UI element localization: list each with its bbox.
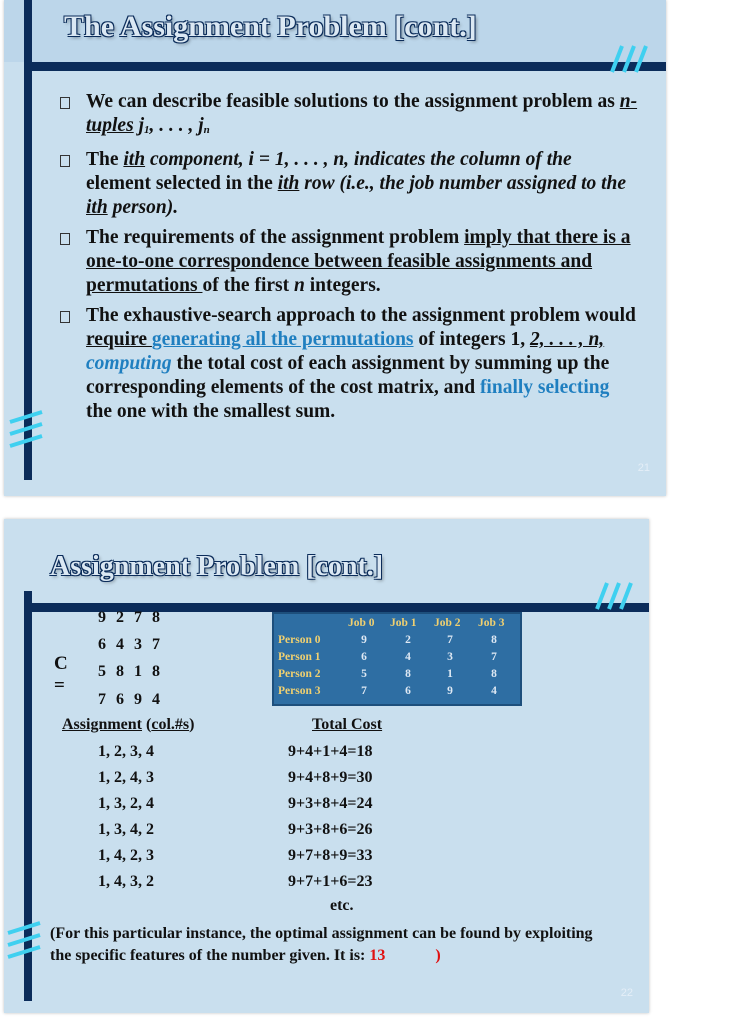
slash-marks-icon: [604, 44, 654, 74]
text: the one with the smallest sum.: [86, 401, 336, 422]
slide-21: [4, 0, 666, 496]
stripe-marks-icon: [8, 408, 44, 458]
assignment-row: 1, 3, 4, 2: [98, 821, 154, 838]
slide-22: [4, 519, 649, 1013]
assignment-row: 1, 2, 3, 4: [98, 743, 154, 760]
assignment-row: 1, 2, 4, 3: [98, 769, 154, 786]
page-number: 21: [637, 462, 650, 474]
slash-marks-icon: [589, 581, 639, 611]
text: , . . . , j: [149, 115, 204, 136]
text: n-tuples: [86, 91, 638, 136]
table-header: Job 0: [348, 617, 375, 629]
table-row-label: Person 3: [278, 685, 321, 697]
cost-row: 9+3+8+4=24: [288, 795, 373, 812]
text: n: [293, 275, 305, 296]
text: (: [142, 716, 152, 733]
cost-row: 9+4+8+9=30: [288, 769, 373, 786]
total-cost-header: Total Cost: [312, 716, 383, 733]
table-cell: 6: [405, 685, 411, 697]
answer-value: 13: [369, 947, 386, 964]
link-text[interactable]: generating all the permutations: [151, 329, 414, 350]
table-cell: 7: [361, 685, 367, 697]
text: of the first: [202, 275, 294, 296]
table-cell: 8: [491, 668, 497, 680]
text: We can describe feasible solutions to the assignment problem as: [86, 91, 620, 112]
table-cell: 4: [405, 651, 411, 663]
assignment-row: 1, 4, 2, 3: [98, 847, 154, 864]
text: col.#s: [151, 716, 190, 733]
square-bullet-icon: [60, 97, 70, 109]
text: The exhaustive-search approach to the assignment problem would: [86, 305, 636, 326]
table-cell: 7: [447, 634, 453, 646]
table-cell: 9: [361, 634, 367, 646]
text: person).: [107, 197, 179, 218]
cost-row: 9+3+8+6=26: [288, 821, 373, 838]
text: ): [189, 716, 195, 733]
text: ith: [277, 173, 300, 194]
cost-row: 9+7+1+6=23: [288, 873, 373, 890]
table-row-label: Person 0: [278, 634, 321, 646]
text: 2, . . . , n,: [529, 329, 605, 350]
matrix-row: 5 8 1 8: [98, 663, 160, 680]
table-header: Job 1: [390, 617, 417, 629]
text: component, i = 1, . . . , n, indicates the column of the: [145, 149, 572, 170]
slide-title: Assignment Problem [cont.]: [50, 551, 384, 582]
text: n: [203, 124, 210, 136]
square-bullet-icon: [60, 311, 70, 323]
text: The: [86, 149, 124, 170]
square-bullet-icon: [60, 155, 70, 167]
text: ith: [86, 197, 108, 218]
stripe-marks-icon: [6, 919, 42, 969]
bullet-list: [60, 90, 640, 430]
etc-text: etc.: [330, 897, 354, 914]
bullet-item: [60, 304, 640, 424]
text: element selected in the: [86, 173, 278, 194]
slide-title: The Assignment Problem [cont.]: [64, 10, 477, 43]
bullet-item: [60, 90, 640, 142]
text: Assignment: [62, 716, 143, 733]
table-cell: 2: [405, 634, 411, 646]
square-bullet-icon: [60, 233, 70, 245]
matrix-row: 6 4 3 7: [98, 636, 160, 653]
text: The requirements of the assignment problem: [86, 227, 465, 248]
cost-row: 9+7+8+9=33: [288, 847, 373, 864]
cost-row: 9+4+1+4=18: [288, 743, 373, 760]
text: require: [86, 329, 152, 350]
bullet-item: [60, 226, 640, 298]
matrix-label: C =: [54, 653, 68, 696]
table-cell: 8: [405, 668, 411, 680]
table-header: Job 3: [478, 617, 505, 629]
horizontal-accent-bar: [24, 62, 666, 71]
cost-table: [272, 612, 522, 706]
table-row-label: Person 1: [278, 651, 321, 663]
text: the total cost of each assignment by summing up the corresponding elements of the cost matrix, and: [86, 353, 610, 398]
text: (For this particular instance, the optimal assignment can be found by exploiting the specific features of the number given. It is:: [50, 925, 593, 964]
text: row (i.e., the job number assigned to the: [299, 173, 627, 194]
table-cell: 1: [447, 668, 453, 680]
text: ith: [123, 149, 146, 170]
text: imply that there is a one-to-one correspondence between feasible assignments and permutations: [86, 227, 631, 296]
page-number: 22: [620, 987, 633, 999]
text: ): [435, 947, 441, 964]
table-cell: 4: [491, 685, 497, 697]
table-header: Job 2: [434, 617, 461, 629]
text: 1: [143, 124, 150, 136]
bullet-item: [60, 148, 640, 220]
assignment-header: [62, 716, 194, 734]
text: computing: [86, 353, 172, 374]
matrix-row: 9 2 7 8: [98, 609, 160, 626]
assignment-row: 1, 4, 3, 2: [98, 873, 154, 890]
table-row-label: Person 2: [278, 668, 321, 680]
assignment-row: 1, 3, 2, 4: [98, 795, 154, 812]
table-cell: 5: [361, 668, 367, 680]
matrix-row: 7 6 9 4: [98, 691, 160, 708]
text: j: [133, 115, 144, 136]
table-cell: 3: [447, 651, 453, 663]
table-cell: 8: [491, 634, 497, 646]
text: of integers 1,: [413, 329, 530, 350]
text: integers.: [304, 275, 381, 296]
footnote: [50, 923, 610, 967]
table-cell: 9: [447, 685, 453, 697]
table-cell: 7: [491, 651, 497, 663]
table-cell: 6: [361, 651, 367, 663]
text: finally selecting: [479, 377, 610, 398]
